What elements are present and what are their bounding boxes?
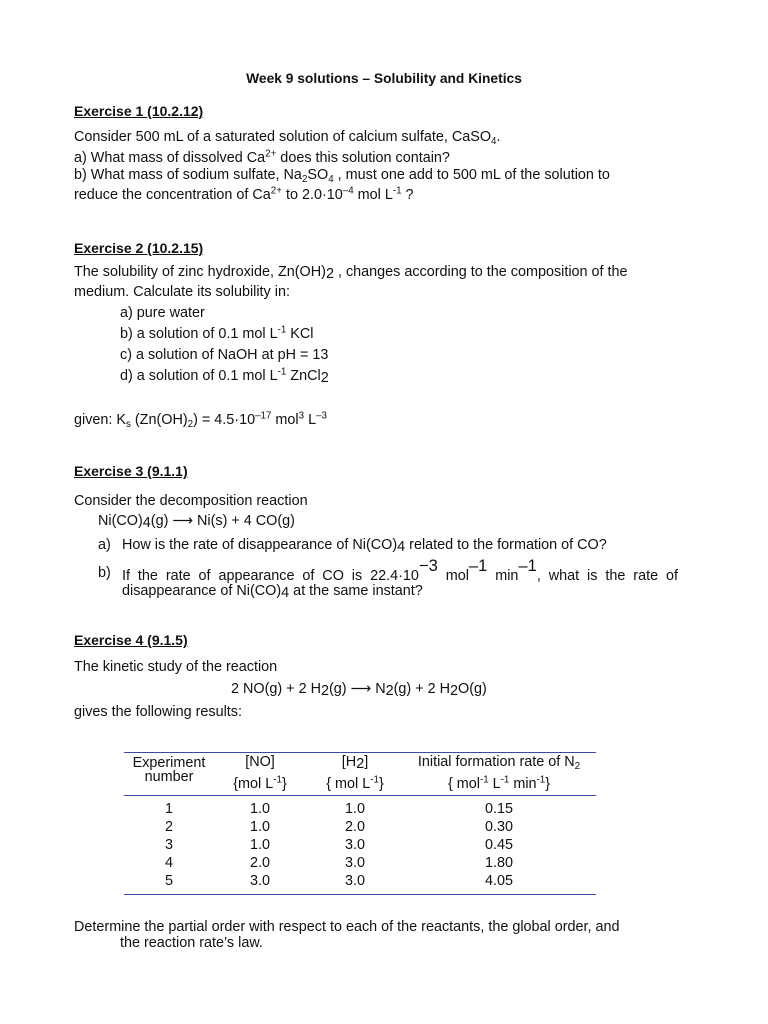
exercise-1-intro: Consider 500 mL of a saturated solution of calcium sulfate, CaSO$_4$. [74, 129, 501, 147]
exercise-2-item-c: c) a solution of NaOH at pH = 13 [120, 347, 329, 363]
exercise-4-after: gives the following results: [74, 704, 242, 720]
table-cell: 5 [164, 873, 173, 889]
exercise-2-item-a: a) pure water [120, 305, 205, 321]
table-cell: 3.0 [344, 873, 365, 889]
exercise-4-conclusion-line2: the reaction rate’s law. [120, 935, 263, 951]
header-h2: [H2] [341, 754, 369, 772]
table-cell: 3 [164, 837, 173, 853]
table-cell: 0.45 [484, 837, 513, 853]
exercise-2-heading: Exercise 2 (10.2.15) [74, 240, 204, 256]
exercise-2-intro-line2: medium. Calculate its solubility in: [74, 284, 290, 300]
exercise-2-item-b: b) a solution of 0.1 mol $L^{-1}$ KCl [120, 324, 314, 342]
exercise-4-conclusion-line1: Determine the partial order with respect to each of the reactants, the global order, and [74, 919, 620, 935]
exercise-3-question-b-line1: If the rate of appearance of CO is $22.4\cdot 10^{-3}$ mol$^{-1}$ $\min^{-1}$, what is the rate of [122, 556, 678, 585]
exercise-4-reaction: 2 NO(g) + 2 H2(g) ⟶ N2(g) + 2 H2O(g) [231, 681, 487, 699]
table-cell: 0.15 [484, 801, 513, 817]
exercise-4-intro: The kinetic study of the reaction [74, 659, 278, 675]
exercise-1-question-b-line1: b) What mass of sodium sulfate, $Na_2SO_4$ , must one add to 500 mL of the solution to [74, 167, 610, 185]
table-cell: 4 [164, 855, 173, 871]
table-cell: 1.80 [484, 855, 513, 871]
exercise-2-item-d: d) a solution of 0.1 mol $L^{-1}$ ZnCl2 [120, 366, 329, 386]
table-cell: 2.0 [344, 819, 365, 835]
exercise-1-heading: Exercise 1 (10.2.12) [74, 103, 204, 119]
header-rate-unit: { mol$^{-1}$ $L^{-1}$ $\min^{-1}$} [447, 774, 551, 792]
table-cell: 3.0 [344, 855, 365, 871]
page-title: Week 9 solutions – Solubility and Kinetics [246, 71, 522, 86]
exercise-2-intro-line1: The solubility of zinc hydroxide, Zn(OH)2 , changes according to the composition of the [74, 264, 628, 282]
header-no-unit: {mol $L^{-1}$} [233, 774, 287, 792]
exercise-1-question-a: a) What mass of dissolved $Ca^{2+}$ does this solution contain? [74, 148, 450, 166]
table-header-rule [124, 795, 596, 796]
exercise-1-question-b-line2: reduce the concentration of $Ca^{2+}$ to $2.0\cdot 10^{-4}$ mol $L^{-1}$ ? [74, 185, 414, 203]
header-h2-unit: { mol $L^{-1}$} [326, 774, 384, 792]
exercise-3-question-b-label: b) [98, 565, 111, 581]
table-top-rule [124, 752, 596, 753]
exercise-3-question-a: How is the rate of disappearance of Ni(CO)4 related to the formation of CO? [122, 537, 607, 555]
header-rate: Initial formation rate of $N_2$ [417, 754, 581, 772]
table-cell: 1.0 [344, 801, 365, 817]
exercise-3-intro: Consider the decomposition reaction [74, 493, 308, 509]
exercise-3-reaction: Ni(CO)4(g) ⟶ Ni(s) + 4 CO(g) [98, 513, 295, 531]
table-cell: 1 [164, 801, 173, 817]
header-no: [NO] [245, 754, 275, 770]
exercise-4-heading: Exercise 4 (9.1.5) [74, 632, 188, 648]
header-experiment: Experiment [132, 755, 206, 771]
exercise-3-question-a-label: a) [98, 537, 111, 553]
table-cell: 2.0 [249, 855, 270, 871]
table-cell: 0.30 [484, 819, 513, 835]
table-cell: 3.0 [344, 837, 365, 853]
table-bottom-rule [124, 894, 596, 895]
table-cell: 1.0 [249, 819, 270, 835]
table-cell: 3.0 [249, 873, 270, 889]
results-table [124, 752, 596, 896]
table-cell: 4.05 [484, 873, 513, 889]
exercise-3-question-b-line2: disappearance of Ni(CO)4 at the same instant? [122, 583, 423, 601]
table-cell: 2 [164, 819, 173, 835]
exercise-3-heading: Exercise 3 (9.1.1) [74, 463, 188, 479]
table-cell: 1.0 [249, 837, 270, 853]
header-experiment-number: number [144, 769, 194, 785]
table-cell: 1.0 [249, 801, 270, 817]
exercise-2-given: given: $K_s$ $(Zn(OH)_2) = 4.5\cdot 10^{-17}$ mol$^3$ $L^{-3}$ [74, 410, 327, 430]
